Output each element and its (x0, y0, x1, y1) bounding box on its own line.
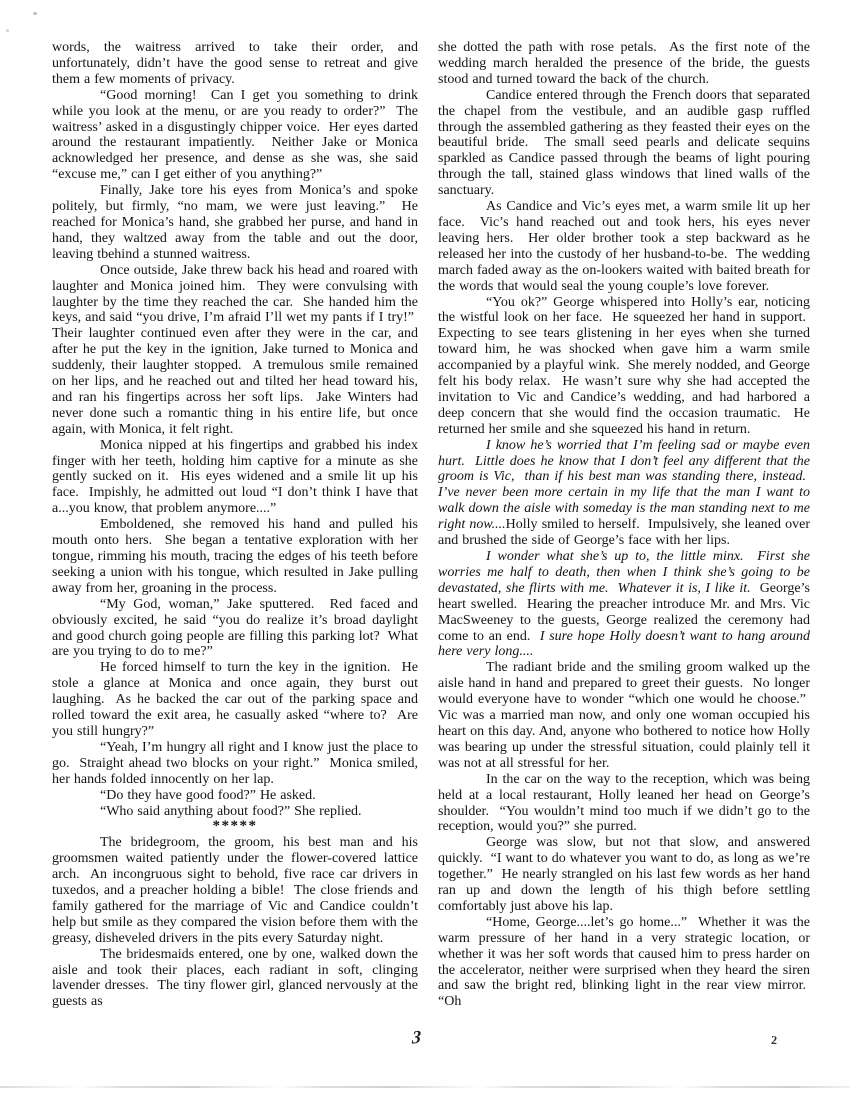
paragraph (52, 517, 418, 597)
paragraph (52, 788, 418, 804)
paragraph (52, 263, 418, 438)
section-divider: ***** (212, 818, 258, 835)
paragraph (438, 199, 810, 294)
text-run: The radiant bride and the smiling groom walked up the aisle hand in hand and prepared to greet their guests. No longer would everyone have to wonder “which one would he choose.” Vic was a married man now, and only one woman occupied his heart on this day. And, anyone who bothered to notice how Holly was bearing up under the stressful situation, could plainly tell it was not at all stressful for her. (438, 660, 810, 771)
text-run: George’s heart swelled. Hearing the preacher introduce Mr. and Mrs. Vic MacSweeney to the guests, George realized the ceremony had come to an end. (438, 580, 810, 644)
corner-page-mark: 2 (770, 1032, 778, 1048)
text-run: Emboldened, she removed his hand and pulled his mouth onto hers. She began a tentative exploration with her tongue, rimming his mouth, tracing the edges of his teeth before seeking a union with his tongue, which resulted in Jake pulling away from her, groaning in the process. (52, 517, 418, 596)
text-run: words, the waitress arrived to take their order, and unfortunately, didn’t have the good sense to retreat and give them a few moments of privacy. (52, 40, 418, 87)
text-run: “Do they have good food?” He asked. (100, 787, 316, 803)
paragraph (52, 40, 418, 88)
italic-text-run: I wonder what she’s up to, the little minx. First she worries me half to death, then when I think she’s going to be devastated, she flirts with me. Whatever it is, I like it. (438, 549, 810, 596)
paragraph (438, 660, 810, 771)
scan-artifact-line (0, 1086, 850, 1088)
text-run: “Yeah, I’m hungry all right and I know just the place to go. Straight ahead two blocks on your right.” Monica smiled, her hands folded innocently on her lap. (52, 739, 418, 787)
paragraph (52, 183, 418, 263)
text-run: Candice entered through the French doors that separated the chapel from the vestibule, and an audible gasp ruffled through the assembled gathering as they feasted their eyes on the beautiful bride. The small seed pearls and delicate sequins sparkled as Candice passed through the beams of light pouring through the tall, stained glass windows that lined walls of the sanctuary. (438, 87, 810, 199)
italic-text-run: I sure hope Holly doesn’t want to hang around here very long.... (438, 628, 811, 660)
scan-speck (6, 29, 9, 32)
text-run: He forced himself to turn the key in the ignition. He stole a glance at Monica and once again, they burst out laughing. As he backed the car out of the parking space and rolled toward the exit area, he casually asked “where to? Are you still hungry?” (52, 660, 418, 739)
paragraph (438, 88, 810, 199)
paragraph (52, 660, 418, 740)
text-run: Finally, Jake tore his eyes from Monica’s and spoke politely, but firmly, “no mam, we were just leaving.” He reached for Monica’s hand, she grabbed her purse, and hand in hand, they waltzed away from the table and out the door, leaving tbehind a stunned waitress. (52, 183, 418, 262)
italic-text-run: I know he’s worried that I’m feeling sad or maybe even hurt. Little does he know that I don’t feel any different that the groom is Vic, than if his best man was standing there, instead. I’ve never been more certain in my life that the man I want to walk down the aisle with someday is the man standing next to me right now.... (438, 437, 810, 533)
text-run: Monica nipped at his fingertips and grabbed his index finger with her teeth, holding him captive for a minute as she gently sucked on it. His eyes widened and a smile lit up his face. Impishly, he admitted out loud “I don’t think I have that a...you know, that problem anymore....” (52, 437, 418, 517)
paragraph (438, 772, 810, 836)
text-run: “Home, George....let’s go home...” Whether it was the warm pressure of her hand in a very strategic location, or whether it was her soft words that caused him to press harder on the accelerator, neither were surprised when they heard the siren and saw the bright red, blinking light in the rear view mirror. “Oh (438, 914, 810, 1010)
text-run: Holly smiled to herself. Impulsively, she leaned over and brushed the side of George’s face with her lips. (438, 517, 810, 549)
right-column (438, 40, 810, 1010)
scan-speck (33, 12, 37, 15)
text-run: As Candice and Vic’s eyes met, a warm smile lit up her face. Vic’s hand reached out and took hers, his eyes never leaving hers. Her older brother took a step backward as he released her into the custody of her husband-to-be. The wedding march faded away as the on-lookers waited with baited breath for the words that would seal the young couple’s love forever. (438, 199, 810, 294)
text-run: Once outside, Jake threw back his head and roared with laughter and Monica joined him. They were convulsing with laughter by the time they reached the car. She handed him the keys, and said “you drive, I’m afraid I’ll wet my pants if I try!” Their laughter continued even after they were in the car, and after he put the key in the ignition, Jake turned to Monica and suddenly, their laughter stopped. A tremulous smile remained on her lips, and he reached out and tilted her head toward his, and ran his fingertips across her soft lips. Jake Winters had never done such a romantic thing in his entire life, but once again, with Monica, it felt right. (52, 262, 418, 437)
paragraph (438, 40, 810, 88)
paragraph (52, 804, 418, 820)
text-run: “Who said anything about food?” She replied. (100, 803, 362, 819)
paragraph (52, 438, 418, 518)
paragraph (52, 740, 418, 788)
text-run: she dotted the path with rose petals. As the first note of the wedding march heralded the presence of the bride, the guests stood and turned toward the back of the church. (438, 40, 810, 87)
paragraph (52, 88, 418, 183)
text-run: “Good morning! Can I get you something to drink while you look at the menu, or are you ready to order?” The waitress’ asked in a disgustingly chipper voice. Her eyes darted around the restaurant impatiently. Neither Jake or Monica acknowledged her presence, and dense as she was, she said “excuse me,” can I get either of you anything?” (52, 87, 418, 183)
paragraph (438, 295, 810, 438)
paragraph (438, 438, 810, 549)
text-run: In the car on the way to the reception, which was being held at a local restaurant, Holly leaned her head on George’s shoulder. “You wouldn’t mind too much if we didn’t go to the reception, would you?” she purred. (438, 771, 810, 835)
left-column (52, 40, 418, 1010)
paragraph (52, 835, 418, 946)
text-run: The bridesmaids entered, one by one, walked down the aisle and took their places, each radiant in soft, clinging lavender dresses. The tiny flower girl, glanced nervously at the guests as (52, 946, 418, 1010)
text-run: George was slow, but not that slow, and answered quickly. “I want to do whatever you want to do, as long as we’re together.” He nearly strangled on his last few words as her hand ran up and down the length of his thigh before settling comfortably just above his lap. (438, 835, 810, 914)
text-run: The bridegroom, the groom, his best man and his groomsmen waited patiently under the flower-covered lattice arch. An incongruous sight to behold, five race car drivers in tuxedos, and a preacher holding a bible! The close friends and family gathered for the marriage of Vic and Candice couldn’t help but smile as they compared the vision before them with the greasy, disheveled drivers in the pits every Saturday night. (52, 835, 418, 946)
paragraph (52, 597, 418, 661)
paragraph (52, 947, 418, 1011)
page-number: 3 (411, 1026, 422, 1048)
text-run: “My God, woman,” Jake sputtered. Red faced and obviously excited, he said “you do realize it’s broad daylight and good church going people are filling this parking lot? What are you trying to do to me?” (52, 596, 418, 660)
paragraph (438, 549, 810, 660)
text-run: “You ok?” George whispered into Holly’s ear, noticing the wistful look on her face. He squeezed her hand in support. Expecting to see tears glistening in her eyes when she turned toward him, he was shocked when gave him a warm smile accompanied by a playful wink. She merely nodded, and George felt his body relax. He wasn’t sure why she had accepted the invitation to Vic and Candice’s wedding, and had harbored a deep concern that she would find the occasion traumatic. He returned her smile and she squeezed his hand in return. (438, 294, 810, 437)
paragraph (438, 915, 810, 1010)
paragraph (438, 835, 810, 915)
